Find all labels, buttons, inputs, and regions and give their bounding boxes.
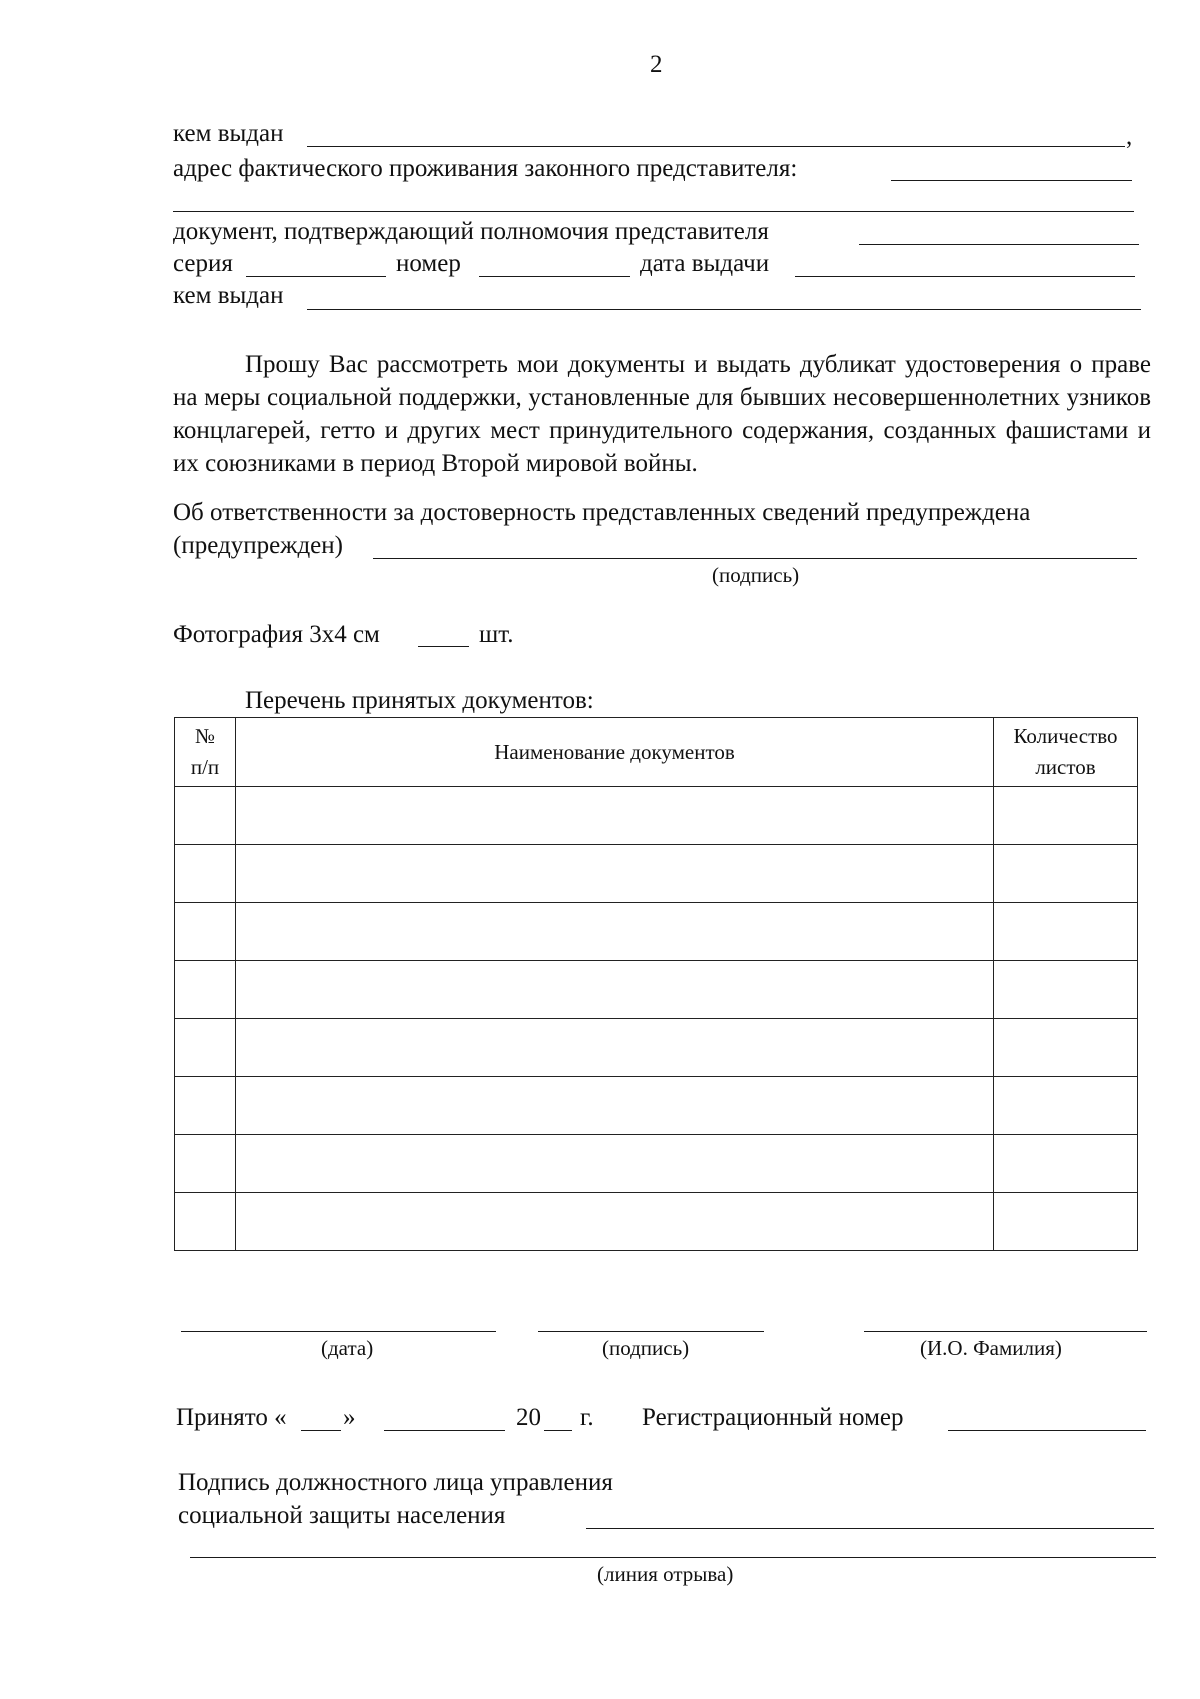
official-line-2: социальной защиты населения — [178, 1502, 506, 1529]
name-header: Наименование документов — [236, 718, 994, 787]
accepted-label: Принято « — [176, 1404, 287, 1431]
date-line[interactable] — [181, 1331, 496, 1332]
number-label: номер — [396, 250, 461, 277]
issued-by-label-2: кем выдан — [173, 282, 284, 309]
accepted-year-line[interactable] — [544, 1430, 572, 1431]
issued-by-label: кем выдан — [173, 120, 284, 147]
count-header-line2: листов — [1035, 755, 1096, 779]
num-cell[interactable] — [175, 1193, 236, 1251]
signature-caption: (подпись) — [602, 1336, 690, 1360]
table-row — [175, 1193, 1138, 1251]
full-name-line[interactable] — [864, 1331, 1147, 1332]
table-row — [175, 845, 1138, 903]
rep-address-line[interactable] — [891, 180, 1132, 181]
num-cell[interactable] — [175, 1077, 236, 1135]
count-cell[interactable] — [994, 787, 1138, 845]
num-header — [175, 718, 236, 787]
official-line-1: Подпись должностного лица управления — [178, 1469, 613, 1496]
reg-number-label: Регистрационный номер — [642, 1404, 904, 1431]
photo-count-line[interactable] — [418, 646, 469, 647]
rep-address-line-2[interactable] — [173, 211, 1134, 212]
series-line[interactable] — [246, 276, 386, 277]
accepted-month-line[interactable] — [384, 1430, 505, 1431]
num-cell[interactable] — [175, 845, 236, 903]
issued-by-line[interactable] — [307, 146, 1125, 147]
count-cell[interactable] — [994, 1135, 1138, 1193]
count-cell[interactable] — [994, 1019, 1138, 1077]
count-header — [994, 718, 1138, 787]
name-cell[interactable] — [236, 1135, 994, 1193]
table-row — [175, 961, 1138, 1019]
documents-table-title: Перечень принятых документов: — [245, 687, 594, 714]
count-cell[interactable] — [994, 845, 1138, 903]
table-row — [175, 1019, 1138, 1077]
count-cell[interactable] — [994, 961, 1138, 1019]
rep-document-label: документ, подтверждающий полномочия представителя — [173, 218, 769, 245]
date-caption: (дата) — [321, 1336, 374, 1360]
signature-line[interactable] — [538, 1331, 764, 1332]
num-header-line2: п/п — [190, 755, 220, 779]
accepted-year-prefix: 20 — [516, 1404, 541, 1431]
tear-line-caption: (линия отрыва) — [597, 1562, 734, 1586]
responsibility-signature-caption: (подпись) — [712, 563, 800, 587]
tear-line — [190, 1557, 1156, 1558]
page-number: 2 — [650, 51, 663, 78]
num-cell[interactable] — [175, 787, 236, 845]
name-cell[interactable] — [236, 961, 994, 1019]
request-paragraph: Прошу Вас рассмотреть мои документы и выдать дубликат удостоверения о праве на меры социальной поддержки, установленные для бывших несовершеннолетних узников концлагерей, гетто и других мест принудительного содержания, созданных фашистами и их союзниками в период Второй мировой войны. — [173, 351, 1151, 477]
name-cell[interactable] — [236, 903, 994, 961]
rep-document-line[interactable] — [859, 244, 1139, 245]
rep-address-label: адрес фактического проживания законного представителя: — [173, 155, 798, 182]
full-name-caption: (И.О. Фамилия) — [920, 1336, 1062, 1360]
name-cell[interactable] — [236, 845, 994, 903]
photo-label: Фотография 3х4 см — [173, 621, 380, 648]
responsibility-signature-line[interactable] — [373, 558, 1137, 559]
table-row — [175, 787, 1138, 845]
series-label: серия — [173, 250, 233, 277]
name-cell[interactable] — [236, 1019, 994, 1077]
reg-number-line[interactable] — [948, 1430, 1146, 1431]
count-cell[interactable] — [994, 1077, 1138, 1135]
num-cell[interactable] — [175, 1019, 236, 1077]
documents-table-body — [175, 787, 1138, 1251]
num-cell[interactable] — [175, 961, 236, 1019]
issue-date-line[interactable] — [795, 276, 1135, 277]
issue-date-label: дата выдачи — [640, 250, 770, 277]
issued-by-comma: , — [1126, 123, 1133, 150]
count-cell[interactable] — [994, 903, 1138, 961]
table-row — [175, 1077, 1138, 1135]
accepted-quote-close: » — [343, 1404, 356, 1431]
name-cell[interactable] — [236, 1193, 994, 1251]
name-cell[interactable] — [236, 787, 994, 845]
count-header-line1: Количество — [1013, 724, 1118, 748]
count-cell[interactable] — [994, 1193, 1138, 1251]
num-cell[interactable] — [175, 903, 236, 961]
num-header-line1: № — [194, 724, 216, 748]
documents-table — [174, 717, 1138, 1251]
num-cell[interactable] — [175, 1135, 236, 1193]
accepted-year-suffix: г. — [580, 1404, 594, 1431]
accepted-day-line[interactable] — [301, 1430, 341, 1431]
table-row — [175, 903, 1138, 961]
issued-by-line-2[interactable] — [307, 309, 1141, 310]
photo-unit: шт. — [479, 621, 514, 648]
responsibility-line-1: Об ответственности за достоверность представленных сведений предупреждена — [173, 499, 1031, 526]
official-signature-line[interactable] — [586, 1528, 1154, 1529]
number-line[interactable] — [479, 276, 630, 277]
table-row — [175, 1135, 1138, 1193]
responsibility-line-2: (предупрежден) — [173, 532, 343, 559]
name-cell[interactable] — [236, 1077, 994, 1135]
